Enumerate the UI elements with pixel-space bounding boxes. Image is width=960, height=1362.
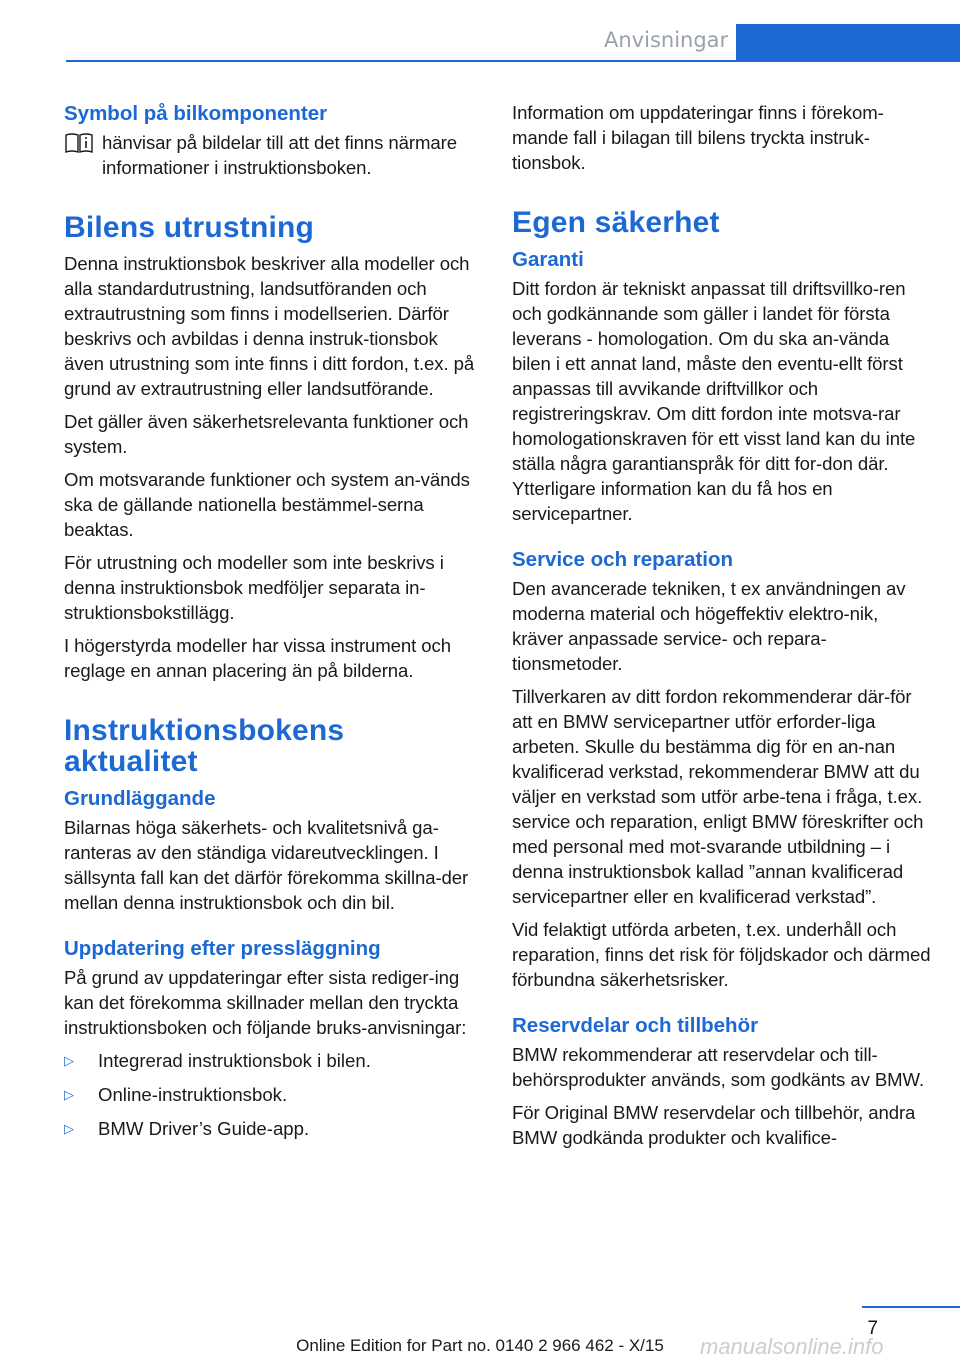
equipment-paragraph-2: Det gäller även säkerhetsrelevanta funktioner och system. xyxy=(64,411,469,457)
page-number: 7 xyxy=(867,1318,878,1339)
equipment-paragraph-1: Denna instruktionsbok beskriver alla modeller och alla standardutrustning, landsutföranden och extrautrustning som finns i modellserien. Därför beskrivs och avbildas i denna instruk-tionsbok även utrustning som inte finns i ditt fordon, t.ex. på grund av extrautrustning eller landsutförande. xyxy=(64,253,475,399)
list-item: ▷ BMW Driver’s Guide-app. xyxy=(64,1118,310,1139)
parts-paragraph-1: BMW rekommenderar att reservdelar och till-behörsprodukter används, som godkänts av BMW. xyxy=(512,1044,925,1090)
currency-heading: Instruktionsbokens aktualitet xyxy=(64,714,345,778)
edition-footer: Online Edition for Part no. 0140 2 966 462 - X/15 xyxy=(296,1336,664,1355)
equipment-paragraph-3: Om motsvarande funktioner och system an-vänds ska de gällande nationella bestämmel-serna beaktas. xyxy=(64,469,470,540)
header-color-block xyxy=(736,24,960,62)
service-paragraph-3: Vid felaktigt utförda arbeten, t.ex. underhåll och reparation, finns det risk för följdskador och därmed förbundna säkerhetsrisker. xyxy=(512,919,931,990)
equipment-paragraph-5: I högerstyrda modeller har vissa instrument och reglage en annan placering än på bilderna. xyxy=(64,635,451,681)
symbol-text: hänvisar på bildelar till att det finns närmare informationer i instruktionsboken. xyxy=(102,132,457,178)
service-paragraph-2: Tillverkaren av ditt fordon rekommenderar där-för att en BMW servicepartner utför erforder-liga arbeten. Skulle du bestämma dig för en an-nan kvalificerad verkstad, rekommenderar BMW att du väljer en verkstad som utför arbe-tena i fråga, t.ex. service och reparation, enligt BMW föreskrifter och med personal med mot-svarande utbildning – i denna instruktionsbok kallad ”annan kvalificerad servicepartner eller en kvalificerad verkstad”. xyxy=(512,686,924,907)
header-rule xyxy=(66,60,736,62)
symbol-heading: Symbol på bilkomponenter xyxy=(64,102,328,125)
book-info-icon xyxy=(64,132,94,154)
service-heading: Service och reparation xyxy=(512,548,734,571)
basic-heading: Grundläggande xyxy=(64,787,216,810)
list-item: ▷ Online-instruktionsbok. xyxy=(64,1084,288,1105)
update-heading: Uppdatering efter pressläggning xyxy=(64,937,381,960)
equipment-paragraph-4: För utrustning och modeller som inte beskrivs i denna instruktionsbok medföljer separata in-struktionsbokstillägg. xyxy=(64,552,444,623)
equipment-heading: Bilens utrustning xyxy=(64,211,315,244)
warranty-heading: Garanti xyxy=(512,248,584,271)
service-paragraph-1: Den avancerade tekniken, t ex användningen av moderna material och högeffektiv elektro-nik, kräver anpassade service- och repara-tionsmetoder. xyxy=(512,578,906,674)
manual-formats-list xyxy=(64,1048,480,1141)
right-column xyxy=(512,100,932,1158)
parts-paragraph-2: För Original BMW reservdelar och tillbehör, andra BMW godkända produkter och kvalifice- xyxy=(512,1102,916,1148)
triangle-bullet-icon: ▷ xyxy=(64,1053,74,1068)
triangle-bullet-icon: ▷ xyxy=(64,1121,74,1136)
watermark: manualsonline.info xyxy=(700,1334,884,1359)
parts-heading: Reservdelar och tillbehör xyxy=(512,1014,759,1037)
triangle-bullet-icon: ▷ xyxy=(64,1087,74,1102)
running-header-title: Anvisningar xyxy=(604,28,729,52)
warranty-paragraph: Ditt fordon är tekniskt anpassat till driftsvillko-ren och godkännande som gäller i landet för första leverans - homologation. Om du ska an-vända bilen i ett annat land, måste den eventu-ellt först anpassas till avvikande driftvillkor och registreringskrav. Om ditt fordon inte motsva-rar homologationskraven för ett visst land kan du inte ställa några garantianspråk för ditt for-don där. Ytterligare information kan du få hos en servicepartner. xyxy=(512,278,916,524)
list-item: ▷ Integrerad instruktionsbok i bilen. xyxy=(64,1050,371,1071)
safety-heading: Egen säkerhet xyxy=(512,206,720,239)
update-info-paragraph: Information om uppdateringar finns i förekom-mande fall i bilagan till bilens tryckta instruk-tionsbok. xyxy=(512,102,884,173)
left-column xyxy=(64,100,480,1150)
basic-paragraph: Bilarnas höga säkerhets- och kvalitetsnivå ga-ranteras av den ständiga vidareutvecklingen. I sällsynta fall kan det därför förekomma skillna-der mellan denna instruktionsbok och din bil. xyxy=(64,817,469,913)
footer-rule xyxy=(862,1306,960,1308)
update-paragraph: På grund av uppdateringar efter sista rediger-ing kan det förekomma skillnader mellan den tryckta instruktionsboken och följande bruks-anvisningar: xyxy=(64,967,467,1038)
symbol-paragraph xyxy=(64,130,480,180)
